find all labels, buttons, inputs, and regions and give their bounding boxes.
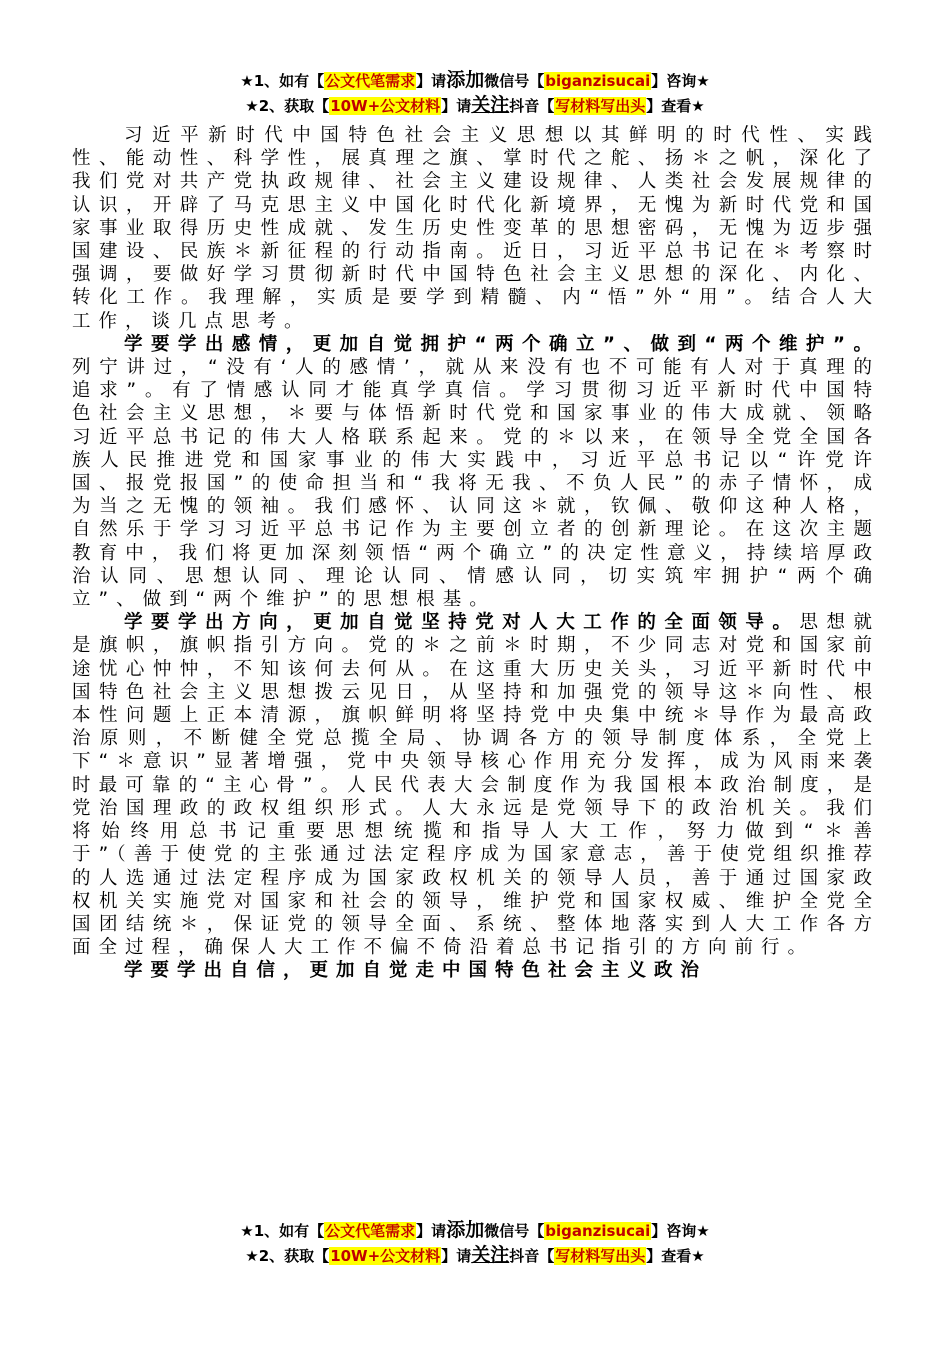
- ad-text: 抖音【: [509, 1247, 555, 1265]
- ad-text: ★1、如有【: [240, 1222, 325, 1240]
- ad-emphasis: 添加: [446, 1219, 485, 1241]
- paragraph-section-2: [72, 611, 880, 959]
- paragraph-text: 思想就是旗帜，旗帜指引方向。党的＊之前＊时期，不少同志对党和国家前途忧心忡忡，不知该何去何从。在这重大历史关头，习近平新时代中国特色社会主义思想拨云见日，从坚持和加强党的领导这＊向性、根本性问题上正本清源，旗帜鲜明将坚持党中央集中统＊导作为最高政治原则，不断健全党总揽全局、协调各方的领导制度体系，全党上下“＊意识”显著增强，党中央领导核心作用充分发挥，成为风雨来袭时最可靠的“主心骨”。人民代表大会制度作为我国根本政治制度，是党治国理政的政权组织形式。人大永远是党领导下的政治机关。我们将始终用总书记重要思想统揽和指导人大工作，努力做到“＊善于”（善于使党的主张通过法定程序成为国家意志，善于使党组织推荐的人选通过法定程序成为国家政权机关的领导人员，善于通过国家政权机关实施党对国家和社会的领导，维护党和国家权威、维护全党全国团结统＊，保证党的领导全面、系统、整体地落实到人大工作各方面全过程，确保人大工作不偏不倚沿着总书记指引的方向前行。: [72, 612, 880, 959]
- section-heading: 学要学出方向，更加自觉坚持党对人大工作的全面领导。: [124, 612, 800, 634]
- ad-text: 】请: [416, 1222, 447, 1240]
- ad-highlight: biganzisucai: [545, 1222, 651, 1240]
- paragraph-section-3: [72, 959, 880, 982]
- ad-highlight: 写材料写出头: [555, 1247, 646, 1265]
- article-body: [72, 124, 880, 983]
- paragraph-section-1: [72, 333, 880, 611]
- ad-emphasis: 添加: [446, 69, 485, 91]
- ad-highlight: biganzisucai: [545, 72, 651, 90]
- ad-line-1: [0, 69, 950, 92]
- ad-highlight: 10W+公文材料: [330, 1247, 441, 1265]
- ad-line-2: [0, 94, 950, 117]
- ad-line-1-footer: [0, 1219, 950, 1242]
- ad-highlight: 公文代笔需求: [325, 1222, 416, 1240]
- ad-line-2-footer: [0, 1244, 950, 1267]
- ad-text: 】请: [416, 72, 447, 90]
- paragraph-intro: [72, 124, 880, 333]
- ad-text: ★2、获取【: [245, 97, 330, 115]
- ad-highlight: 10W+公文材料: [330, 97, 441, 115]
- ad-emphasis: 关注: [471, 94, 510, 116]
- section-heading: 学要学出感情，更加自觉拥护“两个确立”、做到“两个维护”。: [124, 333, 880, 355]
- ad-emphasis: 关注: [471, 1244, 510, 1266]
- ad-text: 】查看★: [646, 97, 705, 115]
- ad-text: 】咨询★: [651, 1222, 710, 1240]
- paragraph-text: 列宁讲过，“没有‘人的感情’，就从来没有也不可能有人对于真理的追求”。有了情感认同才能真学真信。学习贯彻习近平新时代中国特色社会主义思想，＊要与体悟新时代党和国家事业的伟大成就、领略习近平总书记的伟大人格联系起来。党的＊以来，在领导全党全国各族人民推进党和国家事业的伟大实践中，习近平总书记以“许党许国、报党报国”的使命担当和“我将无我、不负人民”的赤子情怀，成为当之无愧的领袖。我们感怀、认同这＊就，钦佩、敬仰这种人格，自然乐于学习习近平总书记作为主要创立者的创新理论。在这次主题教育中，我们将更加深刻领悟“两个确立”的决定性意义，持续培厚政治认同、思想认同、理论认同、情感认同，切实筑牢拥护“两个确立”、做到“两个维护”的思想根基。: [72, 357, 880, 611]
- ad-text: 抖音【: [509, 97, 555, 115]
- paragraph-text: 习近平新时代中国特色社会主义思想以其鲜明的时代性、实践性、能动性、科学性，展真理之旗、掌时代之舵、扬＊之帆，深化了我们党对共产党执政规律、社会主义建设规律、人类社会发展规律的认识，开辟了马克思主义中国化时代化新境界，无愧为新时代党和国家事业取得历史性成就、发生历史性变革的思想密码，无愧为迈步强国建设、民族＊新征程的行动指南。近日，习近平总书记在＊考察时强调，要做好学习贯彻新时代中国特色社会主义思想的深化、内化、转化工作。我理解，实质是要学到精髓、内“悟”外“用”。结合人大工作，谈几点思考。: [72, 125, 880, 332]
- ad-text: 微信号【: [484, 72, 545, 90]
- ad-highlight: 写材料写出头: [555, 97, 646, 115]
- ad-highlight: 公文代笔需求: [325, 72, 416, 90]
- section-heading: 学要学出自信，更加自觉走中国特色社会主义政治: [124, 960, 708, 982]
- ad-text: ★1、如有【: [240, 72, 325, 90]
- ad-text: 微信号【: [484, 1222, 545, 1240]
- ad-text: 】咨询★: [651, 72, 710, 90]
- ad-text: 】查看★: [646, 1247, 705, 1265]
- ad-text: ★2、获取【: [245, 1247, 330, 1265]
- ad-text: 】请: [441, 97, 472, 115]
- ad-text: 】请: [441, 1247, 472, 1265]
